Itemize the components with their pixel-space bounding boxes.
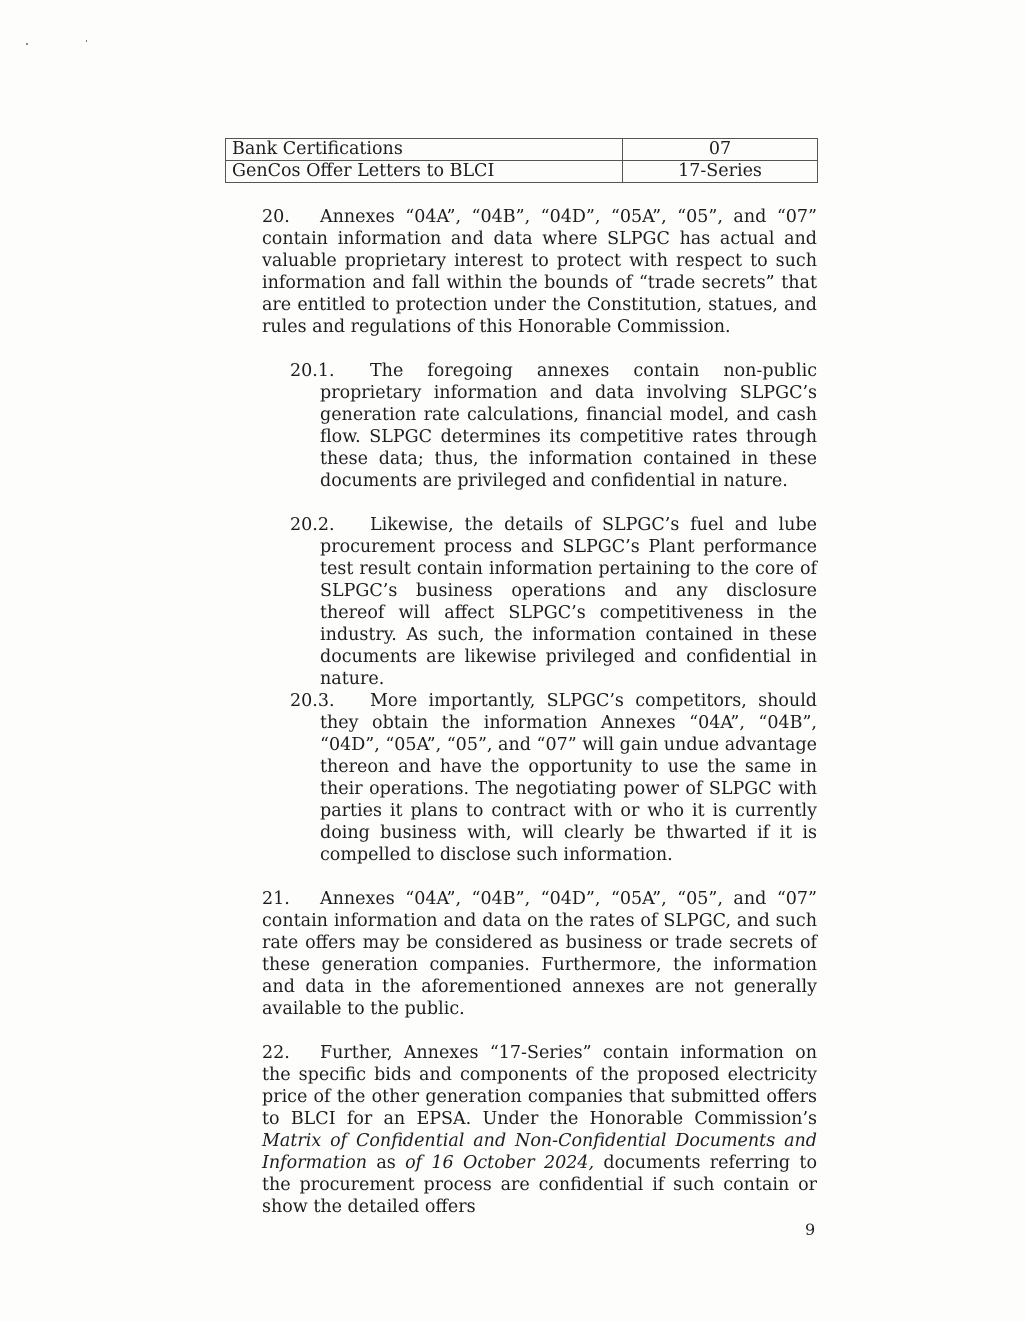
matrix-date: of 16 October 2024, (405, 1153, 595, 1173)
paragraph-20-2 (290, 514, 817, 690)
scan-speck (26, 43, 28, 45)
table-row (226, 161, 818, 183)
table-cell-description: GenCos Offer Letters to BLCI (226, 161, 623, 183)
table-cell-annex: 17-Series (623, 161, 818, 183)
paragraph-21 (262, 888, 817, 1020)
table-cell-annex: 07 (623, 139, 818, 161)
paragraph-text: The foregoing annexes contain non-public proprietary information and data involving SLPGC’s generation rate calculations, financial model, and cash flow. SLPGC determines its competitive rates through these data; thus, the information contained in these documents are privileged and confidential in nature. (320, 361, 817, 491)
paragraph-text: Annexes “04A”, “04B”, “04D”, “05A”, “05”, and “07” contain information and data on the rates of SLPGC, and such rate offers may be considered as business or trade secrets of these generation companies. Furthermore, the information and data in the aforementioned annexes are not generally available to the public. (262, 889, 817, 1019)
paragraph-20 (262, 206, 817, 338)
paragraph-text: More importantly, SLPGC’s competitors, should they obtain the information Annexes “04A”, “04B”, “04D”, “05A”, “05”, and “07” will gain undue advantage thereon and have the opportunity to use the same in their operations. The negotiating power of SLPGC with parties it plans to contract with or who it is currently doing business with, will clearly be thwarted if it is compelled to disclose such information. (320, 691, 817, 865)
paragraph-22 (262, 1042, 817, 1218)
paragraph-20-3 (290, 690, 817, 866)
scan-speck (86, 40, 87, 42)
paragraph-number: 21. (262, 889, 290, 909)
paragraph-text: documents referring to the procurement process are confidential if such contain or show the detailed offers (262, 1153, 817, 1217)
page-number: 9 (805, 1220, 816, 1239)
table-row (226, 139, 818, 161)
paragraph-text: Further, Annexes “17-Series” contain information on the specific bids and components of the proposed electricity price of the other generation companies that submitted offers to BLCI for an EPSA. Under the Honorable Commission’s (262, 1043, 817, 1129)
paragraph-text: Annexes “04A”, “04B”, “04D”, “05A”, “05”, and “07” contain information and data where SLPGC has actual and valuable proprietary interest to protect with respect to such information and fall within the bounds of “trade secrets” that are entitled to protection under the Constitution, statues, and rules and regulations of this Honorable Commission. (262, 207, 817, 337)
paragraph-text: as (367, 1153, 406, 1173)
paragraph-number: 22. (262, 1043, 290, 1063)
matrix-title: Matrix of Confidential and Non-Confidential Documents and Information (262, 1131, 817, 1173)
paragraph-number: 20. (262, 207, 290, 227)
paragraph-number: 20.3. (290, 691, 335, 711)
paragraph-text: Likewise, the details of SLPGC’s fuel and lube procurement process and SLPGC’s Plant performance test result contain information pertaining to the core of SLPGC’s business operations and any disclosure thereof will affect SLPGC’s competitiveness in the industry. As such, the information contained in these documents are likewise privileged and confidential in nature. (320, 515, 817, 689)
annex-table (225, 138, 818, 183)
table-cell-description: Bank Certifications (226, 139, 623, 161)
paragraph-number: 20.2. (290, 515, 335, 535)
paragraph-20-1 (290, 360, 817, 492)
paragraph-number: 20.1. (290, 361, 335, 381)
